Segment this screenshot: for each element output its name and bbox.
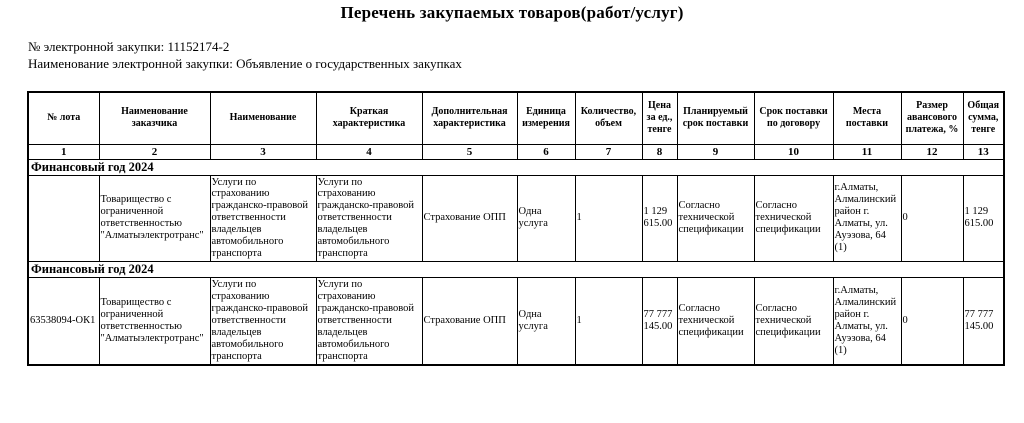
purchase-name-label: Наименование электронной закупки: bbox=[28, 56, 237, 71]
measurement-unit-cell: Одна услуга bbox=[517, 175, 575, 262]
additional-characteristic-cell: Страхование ОПП bbox=[422, 278, 517, 365]
measurement-unit-cell: Одна услуга bbox=[517, 278, 575, 365]
fiscal-year-label: Финансовый год 2024 bbox=[28, 159, 1004, 175]
column-number: 7 bbox=[575, 144, 642, 159]
planned-delivery-term-cell: Согласно технической спецификации bbox=[677, 175, 754, 262]
column-number: 11 bbox=[833, 144, 901, 159]
delivery-place-cell: г.Алматы, Алмалинский район г. Алматы, ул. Ауэзова, 64 (1) bbox=[833, 175, 901, 262]
brief-characteristic-cell: Услуги по страхованию гражданско-правовой ответственности владельцев автомобильного транспорта bbox=[316, 278, 422, 365]
contract-delivery-term-cell: Согласно технической спецификации bbox=[754, 175, 833, 262]
header-item-name: Наименование bbox=[210, 92, 316, 144]
purchase-number-line bbox=[28, 38, 1024, 55]
purchase-number-value: 11152174-2 bbox=[167, 39, 230, 54]
planned-delivery-term-cell: Согласно технической спецификации bbox=[677, 278, 754, 365]
procurement-items-table bbox=[27, 91, 1005, 366]
unit-price-cell: 77 777 145.00 bbox=[642, 278, 677, 365]
quantity-cell: 1 bbox=[575, 278, 642, 365]
page-title: Перечень закупаемых товаров(работ/услуг) bbox=[340, 3, 684, 22]
header-total-sum: Общая сумма, тенге bbox=[963, 92, 1004, 144]
table-row bbox=[28, 278, 1004, 365]
delivery-place-cell: г.Алматы, Алмалинский район г. Алматы, ул. Ауэзова, 64 (1) bbox=[833, 278, 901, 365]
column-number: 3 bbox=[210, 144, 316, 159]
purchase-number-label: № электронной закупки: bbox=[28, 39, 168, 54]
fiscal-year-section-row bbox=[28, 159, 1004, 175]
table-row bbox=[28, 175, 1004, 262]
additional-characteristic-cell: Страхование ОПП bbox=[422, 175, 517, 262]
item-name-cell: Услуги по страхованию гражданско-правовой ответственности владельцев автомобильного транспорта bbox=[210, 278, 316, 365]
contract-delivery-term-cell: Согласно технической спецификации bbox=[754, 278, 833, 365]
header-lot-number: № лота bbox=[28, 92, 99, 144]
column-number: 9 bbox=[677, 144, 754, 159]
column-number: 13 bbox=[963, 144, 1004, 159]
lot-number-cell bbox=[28, 175, 99, 262]
fiscal-year-section-row bbox=[28, 262, 1004, 278]
column-number: 1 bbox=[28, 144, 99, 159]
column-number: 10 bbox=[754, 144, 833, 159]
header-additional-characteristic: Дополнительная характеристика bbox=[422, 92, 517, 144]
column-number: 5 bbox=[422, 144, 517, 159]
quantity-cell: 1 bbox=[575, 175, 642, 262]
fiscal-year-label: Финансовый год 2024 bbox=[28, 262, 1004, 278]
customer-cell: Товарищество с ограниченной ответственностью "Алматыэлектротранс" bbox=[99, 278, 210, 365]
column-number: 12 bbox=[901, 144, 963, 159]
header-brief-characteristic: Краткая характеристика bbox=[316, 92, 422, 144]
header-row bbox=[28, 92, 1004, 144]
column-number: 2 bbox=[99, 144, 210, 159]
purchase-name-value: Объявление о государственных закупках bbox=[236, 56, 462, 71]
item-name-cell: Услуги по страхованию гражданско-правовой ответственности владельцев автомобильного транспорта bbox=[210, 175, 316, 262]
purchase-meta bbox=[28, 38, 1024, 72]
customer-cell: Товарищество с ограниченной ответственностью "Алматыэлектротранс" bbox=[99, 175, 210, 262]
advance-payment-cell: 0 bbox=[901, 278, 963, 365]
header-advance-payment: Размер авансового платежа, % bbox=[901, 92, 963, 144]
advance-payment-cell: 0 bbox=[901, 175, 963, 262]
unit-price-cell: 1 129 615.00 bbox=[642, 175, 677, 262]
column-number-row bbox=[28, 144, 1004, 159]
brief-characteristic-cell: Услуги по страхованию гражданско-правовой ответственности владельцев автомобильного транспорта bbox=[316, 175, 422, 262]
total-sum-cell: 1 129 615.00 bbox=[963, 175, 1004, 262]
total-sum-cell: 77 777 145.00 bbox=[963, 278, 1004, 365]
header-unit-price: Цена за ед., тенге bbox=[642, 92, 677, 144]
column-number: 4 bbox=[316, 144, 422, 159]
header-quantity: Количество, объем bbox=[575, 92, 642, 144]
column-number: 6 bbox=[517, 144, 575, 159]
column-number: 8 bbox=[642, 144, 677, 159]
header-planned-delivery-term: Планируемый срок поставки bbox=[677, 92, 754, 144]
lot-number-cell: 63538094-ОК1 bbox=[28, 278, 99, 365]
purchase-name-line bbox=[28, 55, 1024, 72]
header-customer-name: Наименование заказчика bbox=[99, 92, 210, 144]
header-contract-delivery-term: Срок поставки по договору bbox=[754, 92, 833, 144]
header-delivery-places: Места поставки bbox=[833, 92, 901, 144]
header-measurement-unit: Единица измерения bbox=[517, 92, 575, 144]
